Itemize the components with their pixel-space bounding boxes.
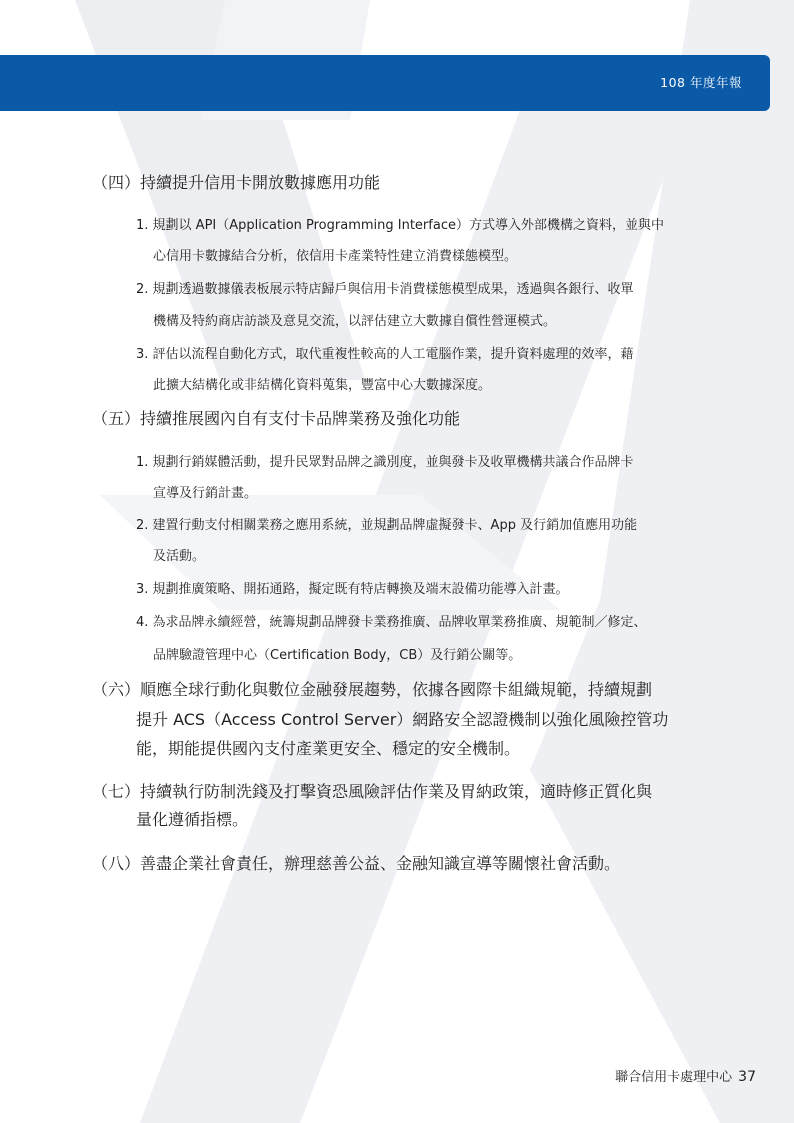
item-text: 評估以流程自動化方式，取代重複性較高的人工電腦作業，提升資料處理的效率，藉 [152,347,634,362]
item-number: 2. [136,518,149,533]
section-label: （四） [92,173,141,192]
paragraph-continuation: 能，期能提供國內支付產業更安全、穩定的安全機制。 [136,739,521,758]
list-item [136,514,637,533]
paragraph-continuation: 提升 ACS（Access Control Server）網路安全認證機制以強化風險控管功 [136,710,669,729]
item-text: 建置行動支付相關業務之應用系統，並規劃品牌虛擬發卡、App 及行銷加值應用功能 [152,518,638,533]
header-band [0,55,770,111]
page-footer [615,1066,756,1085]
item-text: 規劃透過數據儀表板展示特店歸戶與信用卡消費樣態模型成果，透過與各銀行、收單 [152,282,634,297]
paragraph-text: 持續執行防制洗錢及打擊資恐風險評估作業及胃納政策，適時修正質化與 [140,782,653,801]
page-number: 37 [738,1069,756,1085]
list-item-continuation: 心信用卡數據結合分析，依信用卡產業特性建立消費樣態模型。 [153,249,518,264]
item-number: 1. [136,218,149,233]
list-item [136,343,634,362]
list-item-continuation: 機構及特約商店訪談及意見交流，以評估建立大數據自償性營運模式。 [153,314,557,329]
list-item-continuation: 此擴大結構化或非結構化資料蒐集，豐富中心大數據深度。 [153,378,492,393]
section-title: 持續提升信用卡開放數據應用功能 [140,173,381,192]
paragraph-label: （八） [92,854,141,873]
section-heading [92,406,460,429]
item-text: 為求品牌永續經營，統籌規劃品牌發卡業務推廣、品牌收單業務推廣、規範制／修定、 [152,615,647,630]
section-heading [92,170,380,193]
list-item [136,451,634,470]
paragraph-continuation: 量化遵循指標。 [136,810,249,829]
item-text: 規劃以 API（Application Programming Interface）方式導入外部機構之資料，並與中 [152,218,664,233]
list-item [136,278,634,297]
section-label: （五） [92,409,141,428]
item-number: 3. [136,582,149,597]
paragraph-heading [92,851,620,874]
item-text: 規劃行銷媒體活動，提升民眾對品牌之識別度，並與發卡及收單機構共議合作品牌卡 [152,455,634,470]
paragraph-label: （七） [92,782,141,801]
item-number: 3. [136,347,149,362]
item-number: 1. [136,455,149,470]
annual-report-title: 108 年度年報 [660,75,742,90]
paragraph-text: 善盡企業社會責任，辦理慈善公益、金融知識宣導等關懷社會活動。 [140,854,621,873]
list-item-continuation: 宣導及行銷計畫。 [153,486,258,501]
list-item [136,214,664,233]
item-text: 規劃推廣策略、開拓通路，擬定既有特店轉換及端末設備功能導入計畫。 [152,582,569,597]
footer-organization: 聯合信用卡處理中心 [615,1070,733,1085]
item-number: 2. [136,282,149,297]
item-number: 4. [136,615,149,630]
list-item [136,578,569,597]
paragraph-text: 順應全球行動化與數位金融發展趨勢，依據各國際卡組織規範，持續規劃 [140,680,653,699]
list-item-continuation: 品牌驗證管理中心（Certification Body，CB）及行銷公關等。 [153,648,522,663]
paragraph-heading [92,779,652,802]
list-item [136,611,647,630]
section-title: 持續推展國內自有支付卡品牌業務及強化功能 [140,409,461,428]
paragraph-heading [92,677,652,700]
paragraph-label: （六） [92,680,141,699]
list-item-continuation: 及活動。 [153,549,206,564]
